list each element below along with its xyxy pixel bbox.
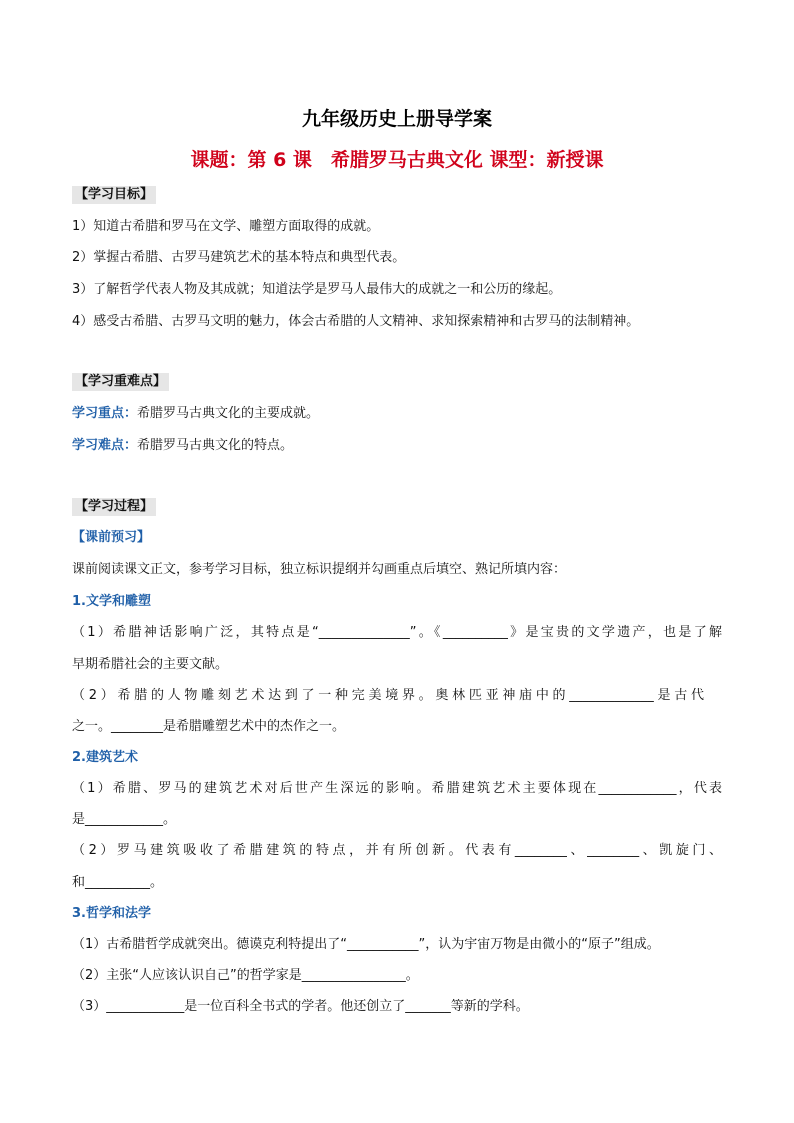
question-line: 之一。________是希腊雕塑艺术中的杰作之一。 bbox=[72, 719, 346, 734]
page-title: 九年级历史上册导学案 bbox=[301, 108, 492, 130]
process-tag: 【学习过程】 bbox=[72, 498, 156, 516]
focus-text: 希腊罗马古典文化的主要成就。 bbox=[137, 406, 320, 421]
difficulty-text: 希腊罗马古典文化的特点。 bbox=[137, 438, 294, 453]
question-line: 早期希腊社会的主要文献。 bbox=[72, 657, 229, 672]
question-line: （2）罗马建筑吸收了希腊建筑的特点，并有所创新。代表有________、________、凯旋门、 bbox=[72, 843, 722, 858]
question-line: （1）希腊神话影响广泛，其特点是“______________”。《__________》是宝贵的文学遗产，也是了解 bbox=[72, 625, 722, 640]
objective-item: 3）了解哲学代表人物及其成就；知道法学是罗马人最伟大的成就之一和公历的缘起。 bbox=[72, 282, 562, 297]
section-heading: 1.文学和雕塑 bbox=[72, 594, 151, 609]
question-line: 是____________。 bbox=[72, 812, 177, 827]
question-line: （1）古希腊哲学成就突出。德谟克利特提出了“___________”，认为宇宙万物是由微小的“原子”组成。 bbox=[72, 937, 660, 952]
preview-intro: 课前阅读课文正文，参考学习目标，独立标识提纲并勾画重点后填空、熟记所填内容： bbox=[72, 562, 567, 577]
objectives-tag: 【学习目标】 bbox=[72, 186, 156, 204]
difficulty-label: 学习难点： bbox=[72, 438, 138, 453]
section-heading: 3.哲学和法学 bbox=[72, 906, 151, 921]
difficulty-line bbox=[72, 437, 732, 455]
focus-line bbox=[72, 405, 732, 423]
lesson-subtitle: 课题：第 6 课 希腊罗马古典文化 课型：新授课 bbox=[190, 149, 604, 171]
question-line: （2）希腊的人物雕刻艺术达到了一种完美境界。奥林匹亚神庙中的_____________是古代 bbox=[72, 688, 704, 703]
question-line: （3）____________是一位百科全书式的学者。他还创立了_______等新的学科。 bbox=[72, 999, 529, 1014]
preview-label: 【课前预习】 bbox=[72, 530, 151, 545]
question-line: 和__________。 bbox=[72, 875, 164, 890]
section-heading: 2.建筑艺术 bbox=[72, 750, 138, 765]
question-line: （2）主张“人应该认识自己”的哲学家是________________。 bbox=[72, 968, 419, 983]
focus-label: 学习重点： bbox=[72, 406, 138, 421]
question-line: （1）希腊、罗马的建筑艺术对后世产生深远的影响。希腊建筑艺术主要体现在____________，代表 bbox=[72, 781, 722, 796]
objective-item: 4）感受古希腊、古罗马文明的魅力，体会古希腊的人文精神、求知探索精神和古罗马的法制精神。 bbox=[72, 314, 640, 329]
objective-item: 2）掌握古希腊、古罗马建筑艺术的基本特点和典型代表。 bbox=[72, 250, 406, 265]
keypoints-tag: 【学习重难点】 bbox=[72, 373, 169, 391]
objective-item: 1）知道古希腊和罗马在文学、雕塑方面取得的成就。 bbox=[72, 219, 380, 234]
